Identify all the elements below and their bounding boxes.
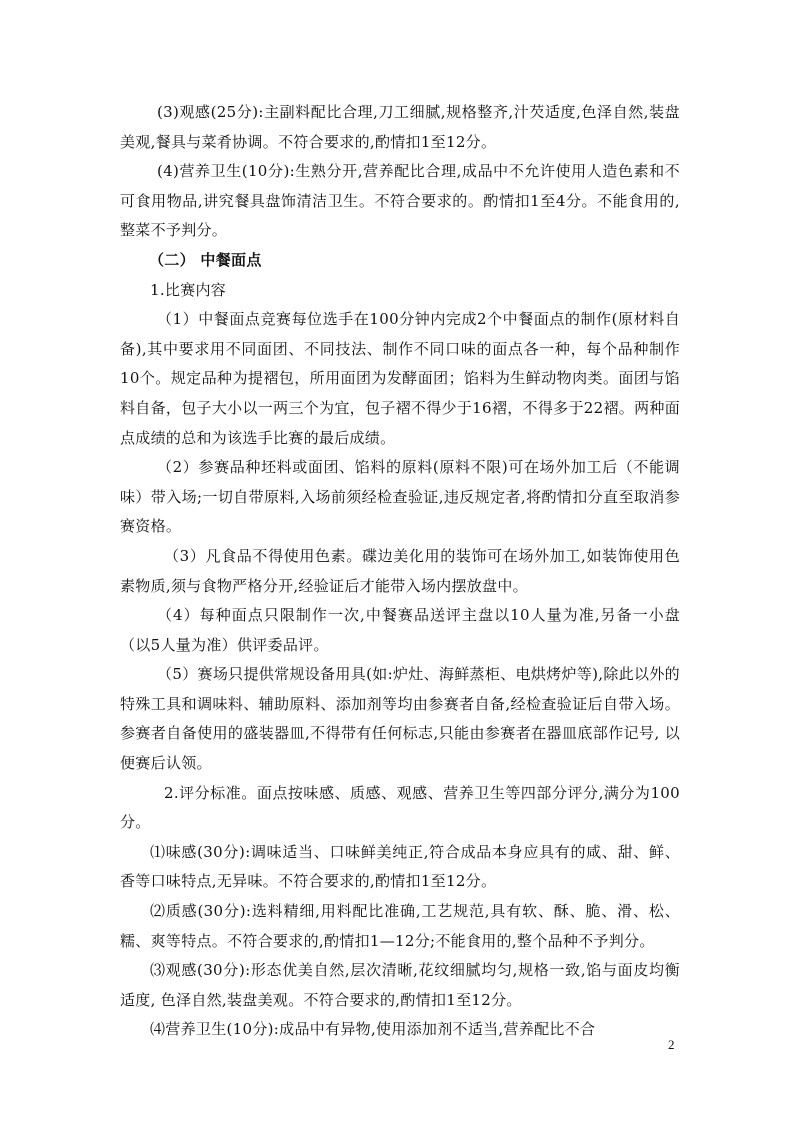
paragraph: （5）赛场只提供常规设备用具(如:炉灶、海鲜蒸柜、电烘烤炉等),除此以外的特殊工具和调味料、辅助原料、添加剂等均由参赛者自备,经检查验证后自带入场。参赛者自备使用的盛装器皿,不得带有任何标志,只能由参赛者在器皿底部作记号, 以便赛后认领。 [120, 665, 680, 773]
paragraph: ⑵质感(30分):选料精细,用料配比准确,工艺规范,具有软、酥、脆、滑、松、糯、爽等特点。不符合要求的,酌情扣1—12分;不能食用的,整个品种不予判分。 [120, 902, 680, 950]
paragraph: ⑶观感(30分):形态优美自然,层次清晰,花纹细腻均匀,规格一致,馅与面皮均衡适度, 色泽自然,装盘美观。不符合要求的,酌情扣1至12分。 [120, 961, 680, 1009]
document-body [120, 98, 680, 1045]
paragraph: （1）中餐面点竞赛每位选手在100分钟内完成2个中餐面点的制作(原材料自备),其中要求用不同面团、不同技法、制作不同口味的面点各一种，每个品种制作10个。规定品种为提褶包，所用面团为发酵面团；馅料为生鲜动物肉类。面团与馅料自备，包子大小以一两三个为宜，包子褶不得少于16褶，不得多于22褶。两种面点成绩的总和为该选手比赛的最后成绩。 [120, 310, 680, 447]
paragraph: （2）参赛品种坯料或面团、馅料的原料(原料不限)可在场外加工后（不能调味）带入场;一切自带原料,入场前须经检查验证,违反规定者,将酌情扣分直至取消参赛资格。 [120, 458, 680, 536]
paragraph: (4)营养卫生(10分):生熟分开,营养配比合理,成品中不允许使用人造色素和不可食用物品,讲究餐具盘饰清洁卫生。不符合要求的。酌情扣1至4分。不能食用的,整菜不予判分。 [120, 162, 680, 240]
section-heading: （二） 中餐面点 [149, 250, 262, 269]
page-number: 2 [668, 1037, 675, 1052]
paragraph: (3)观感(25分):主副料配比合理,刀工细腻,规格整齐,汁芡适度,色泽自然,装盘美观,餐具与菜肴协调。不符合要求的,酌情扣1至12分。 [120, 103, 680, 151]
paragraph: 1.比赛内容 [150, 280, 227, 299]
paragraph: （3）凡食品不得使用色素。碟边美化用的装饰可在场外加工,如装饰使用色素物质,须与食物严格分开,经验证后才能带入场内摆放盘中。 [120, 546, 680, 595]
paragraph: ⑷营养卫生(10分):成品中有异物,使用添加剂不适当,营养配比不合 [150, 1020, 596, 1039]
paragraph: 2.评分标准。面点按味感、质感、观感、营养卫生等四部分评分,满分为100分。 [120, 783, 680, 832]
paragraph: ⑴味感(30分):调味适当、口味鲜美纯正,符合成品本身应具有的咸、甜、鲜、香等口味特点,无异味。不符合要求的,酌情扣1至12分。 [120, 842, 680, 891]
paragraph: （4）每种面点只限制作一次,中餐赛品送评主盘以10人量为准,另备一小盘（以5人量为准）供评委品评。 [120, 606, 680, 654]
